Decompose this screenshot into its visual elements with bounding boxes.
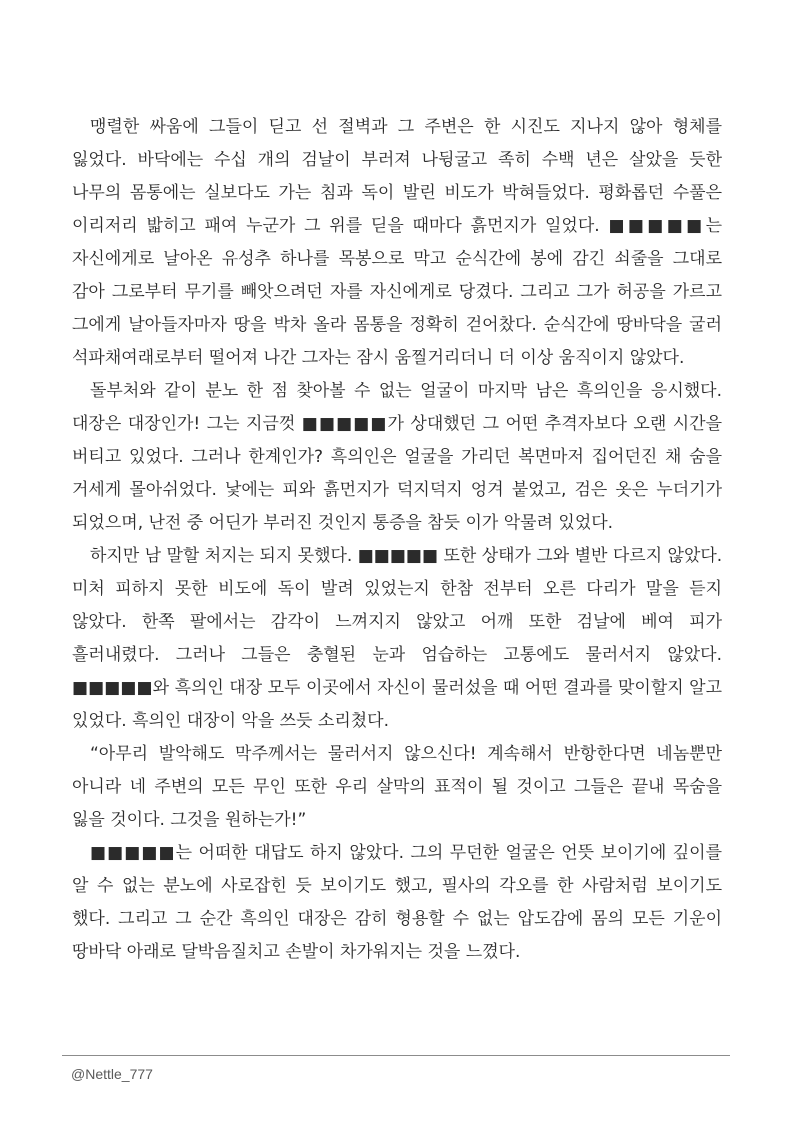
text-line: ■■■■■와 흑의인 대장 모두 이곳에서 자신이 물러섰을 때 어떤 결과를 맞이할지 알고 — [72, 678, 722, 698]
text-line: 이리저리 밟히고 패여 누군가 그 위를 딛을 때마다 흙먼지가 일었다. ■■■■■는 — [72, 216, 722, 236]
body-text — [72, 111, 722, 969]
text-line: 않았다. 한쪽 팔에서는 감각이 느껴지지 않았고 어깨 또한 검날에 베여 피가 — [72, 612, 722, 632]
text-line: ■■■■■는 어떠한 대답도 하지 않았다. 그의 무던한 얼굴은 언뜻 보이기에 깊이를 — [90, 843, 722, 863]
paragraph-2 — [72, 375, 722, 540]
text-line: 아니라 네 주변의 모든 무인 또한 우리 살막의 표적이 될 것이고 그들은 끝내 목숨을 — [72, 777, 722, 797]
text-line: 돌부처와 같이 분노 한 점 찾아볼 수 없는 얼굴이 마지막 남은 흑의인을 응시했다. — [90, 381, 722, 401]
text-line: 맹렬한 싸움에 그들이 딛고 선 절벽과 그 주변은 한 시진도 지나지 않아 형체를 — [90, 117, 722, 137]
text-line: 감아 그로부터 무기를 빼앗으려던 자를 자신에게로 당겼다. 그리고 그가 허공을 가르고 — [72, 282, 722, 302]
author-handle: @Nettle_777 — [71, 1066, 153, 1082]
text-line: 거세게 몰아쉬었다. 낯에는 피와 흙먼지가 덕지덕지 엉겨 붙었고, 검은 옷은 누더기가 — [72, 480, 722, 500]
text-line: 했다. 그리고 그 순간 흑의인 대장은 감히 형용할 수 없는 압도감에 몸의 모든 기운이 — [72, 909, 722, 929]
footer-divider — [62, 1055, 730, 1056]
text-line: 그에게 날아들자마자 땅을 박차 올라 몸통을 정확히 걷어찼다. 순식간에 땅바닥을 굴러 — [72, 315, 722, 335]
text-line: 나무의 몸통에는 실보다도 가는 침과 독이 발린 비도가 박혀들었다. 평화롭던 수풀은 — [72, 183, 722, 203]
text-line: 되었으며, 난전 중 어딘가 부러진 것인지 통증을 참듯 이가 악물려 있었다. — [72, 513, 614, 533]
text-line: 버티고 있었다. 그러나 한계인가? 흑의인은 얼굴을 가리던 복면마저 집어던진 채 숨을 — [72, 447, 722, 467]
text-line: “아무리 발악해도 막주께서는 물러서지 않으신다! 계속해서 반항한다면 네놈뿐만 — [90, 744, 722, 764]
paragraph-5 — [72, 837, 722, 969]
text-line: 잃었다. 바닥에는 수십 개의 검날이 부러져 나뒹굴고 족히 수백 년은 살았을 듯한 — [72, 150, 722, 170]
text-line: 석파채여래로부터 떨어져 나간 그자는 잠시 움찔거리더니 더 이상 움직이지 않았다. — [72, 348, 685, 368]
text-line: 땅바닥 아래로 달박음질치고 손발이 차가워지는 것을 느꼈다. — [72, 942, 521, 962]
text-line: 알 수 없는 분노에 사로잡힌 듯 보이기도 했고, 필사의 각오를 한 사람처럼 보이기도 — [72, 876, 722, 896]
text-line: 자신에게로 날아온 유성추 하나를 목봉으로 막고 순식간에 봉에 감긴 쇠줄을 그대로 — [72, 249, 722, 269]
paragraph-4-dialogue — [72, 738, 722, 837]
text-line: 흘러내렸다. 그러나 그들은 충혈된 눈과 엄습하는 고통에도 물러서지 않았다. — [72, 645, 722, 665]
text-line: 잃을 것이다. 그것을 원하는가!” — [72, 810, 307, 830]
paragraph-1 — [72, 111, 722, 375]
text-line: 있었다. 흑의인 대장이 악을 쓰듯 소리쳤다. — [72, 711, 390, 731]
paragraph-3 — [72, 540, 722, 738]
text-line: 대장은 대장인가! 그는 지금껏 ■■■■■가 상대했던 그 어떤 추격자보다 오랜 시간을 — [72, 414, 722, 434]
text-line: 미처 피하지 못한 비도에 독이 발려 있었는지 한참 전부터 오른 다리가 말을 듣지 — [72, 579, 722, 599]
text-line: 하지만 남 말할 처지는 되지 못했다. ■■■■■ 또한 상태가 그와 별반 다르지 않았다. — [90, 546, 722, 566]
